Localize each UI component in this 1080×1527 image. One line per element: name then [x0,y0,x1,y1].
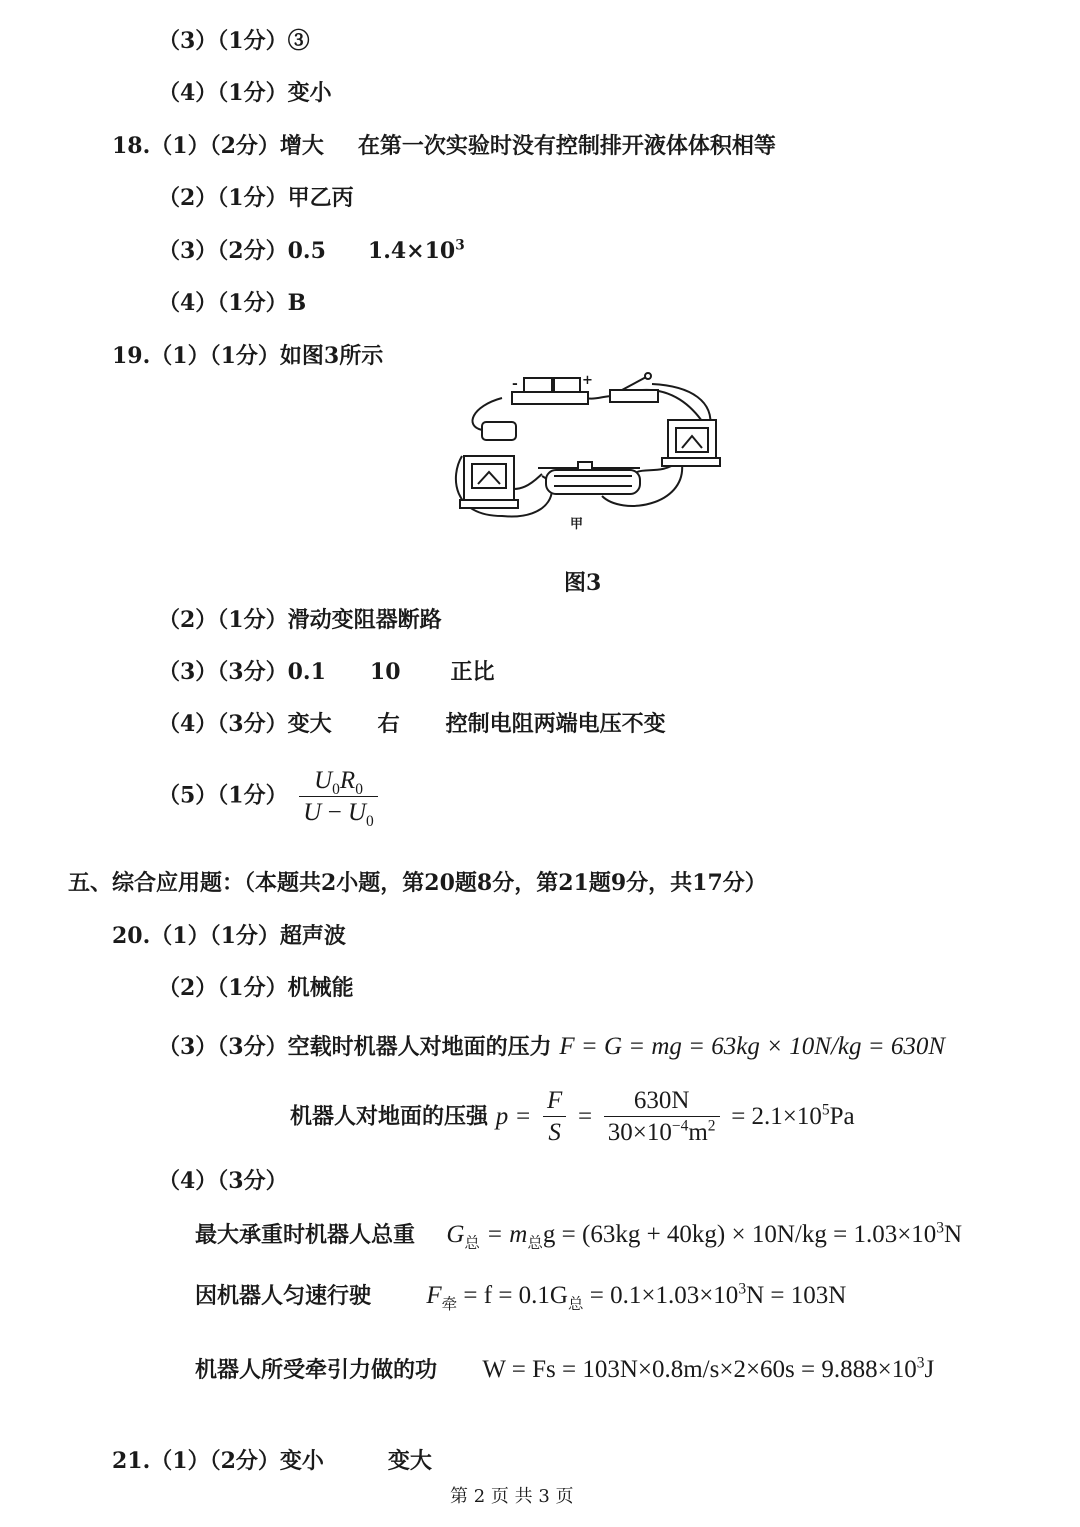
q20-3b-line: 机器人对地面的压强 p = $\frac{F}{S}$ = $\frac{630N}{30\times 10^{-4}m^2}$ = $2.1\times 10^5Pa$ [290,1087,855,1146]
answer: ③ [287,28,310,54]
circuit-diagram [442,366,732,536]
item-label: （2）（1分） [158,607,288,633]
q20-4c-line [195,1354,935,1383]
q20-4-line [158,1170,288,1192]
answer: 变大 [287,711,332,737]
q18-4-line [158,292,306,314]
q17-3-line [158,30,310,52]
answer: B [287,290,307,316]
fraction-f-over-s: $\frac{F}{S}$ [543,1088,566,1145]
formula: $W = Fs = 103N\times 0.8m/s\times 2\times 60s = 9.888\times 10^3J$ [482,1354,935,1383]
answer: 正比 [450,659,495,685]
answer: 右 [377,711,400,737]
minus-sign: - [512,376,518,392]
answer: 1.4×10 [367,238,456,264]
q18-3-line [158,237,465,264]
item-label: （4）（3分） [158,1168,288,1194]
switch-icon [610,373,658,402]
q18-2-line [158,187,354,209]
formula: $G_总 = m_总g = (63kg + 40kg) \times 10N/kg = 1.03\times 10^3N$ [446,1219,963,1252]
text: 空载时机器人对地面的压力 [287,1034,552,1060]
exponent: 3 [455,237,465,254]
q17-4-line [158,82,332,104]
answer: 变小 [287,80,332,106]
item-label: （3）（2分） [158,238,288,264]
figure-caption: 图3 [564,570,602,596]
q19-1-line [112,345,383,367]
q19-4-line [158,713,666,735]
text: 因机器人匀速行驶 [195,1283,372,1309]
answer: 0.5 [287,238,326,264]
item-label: （3）（3分） [158,659,288,685]
answer: 0.1 [287,659,326,685]
answer: 甲乙丙 [287,185,354,211]
battery-box-icon [512,378,588,404]
q20-3-line [158,1034,945,1059]
q20-2-line [158,977,354,999]
formula: $F_牵 = f = 0.1G_总 = 0.1\times 1.03\times 10^3N = 103N$ [426,1280,847,1313]
q18-1-line [112,135,776,157]
item-label: （2）（1分） [158,975,288,1001]
item-label: （4）（3分） [158,711,288,737]
plus-sign: + [582,373,593,388]
question-label: 19.（1）（1分） [112,343,280,369]
question-label: 18.（1）（2分） [112,133,280,159]
q19-5-line [158,767,382,830]
item-label: （4）（1分） [158,80,288,106]
answer: 如图3所示 [279,343,384,369]
q21-1-line [112,1450,432,1472]
q20-4a-line [195,1219,963,1252]
q19-3-line [158,661,495,683]
answer: 10 [369,659,401,685]
answer: 滑动变阻器断路 [287,607,442,633]
answer: 在第一次实验时没有控制排开液体体积相等 [357,133,776,159]
ammeter-icon [460,422,518,508]
text: 最大承重时机器人总重 [195,1222,416,1248]
answer: 变小 [279,1448,324,1474]
item-label: （3）（3分） [158,1034,288,1060]
answer: 超声波 [279,923,346,949]
voltmeter-icon [662,420,720,466]
page-footer: 第 2 页 共 3 页 [450,1486,574,1507]
question-label: 21.（1）（2分） [112,1448,280,1474]
answer: 控制电阻两端电压不变 [445,711,666,737]
answer: 增大 [279,133,324,159]
item-label: （2）（1分） [158,185,288,211]
q20-1-line [112,925,346,947]
label-jia: 甲 [570,517,584,532]
text: 机器人对地面的压强 [290,1103,489,1130]
fraction-630n-over-area: $\frac{630N}{30\times 10^{-4}m^2}$ [604,1088,720,1145]
item-label: （4）（1分） [158,290,288,316]
text: 机器人所受牵引力做的功 [195,1357,438,1383]
answer: 变大 [387,1448,432,1474]
section-heading: 五、综合应用题：（本题共2小题，第20题8分，第21题9分，共17分） [68,870,767,896]
fraction-u0r0-over-u-minus-u0: $\frac{U_0R_0}{U - U_0}$ [299,768,377,825]
item-label: （3）（1分） [158,28,288,54]
question-label: 20.（1）（1分） [112,923,280,949]
q19-2-line [158,609,442,631]
q20-4b-line [195,1280,847,1313]
answer: 机械能 [287,975,354,1001]
item-label: （5）（1分） [158,782,288,809]
formula: F = G = mg = 63kg × 10N/kg = 630N [559,1033,946,1060]
rheostat-icon [538,462,640,494]
